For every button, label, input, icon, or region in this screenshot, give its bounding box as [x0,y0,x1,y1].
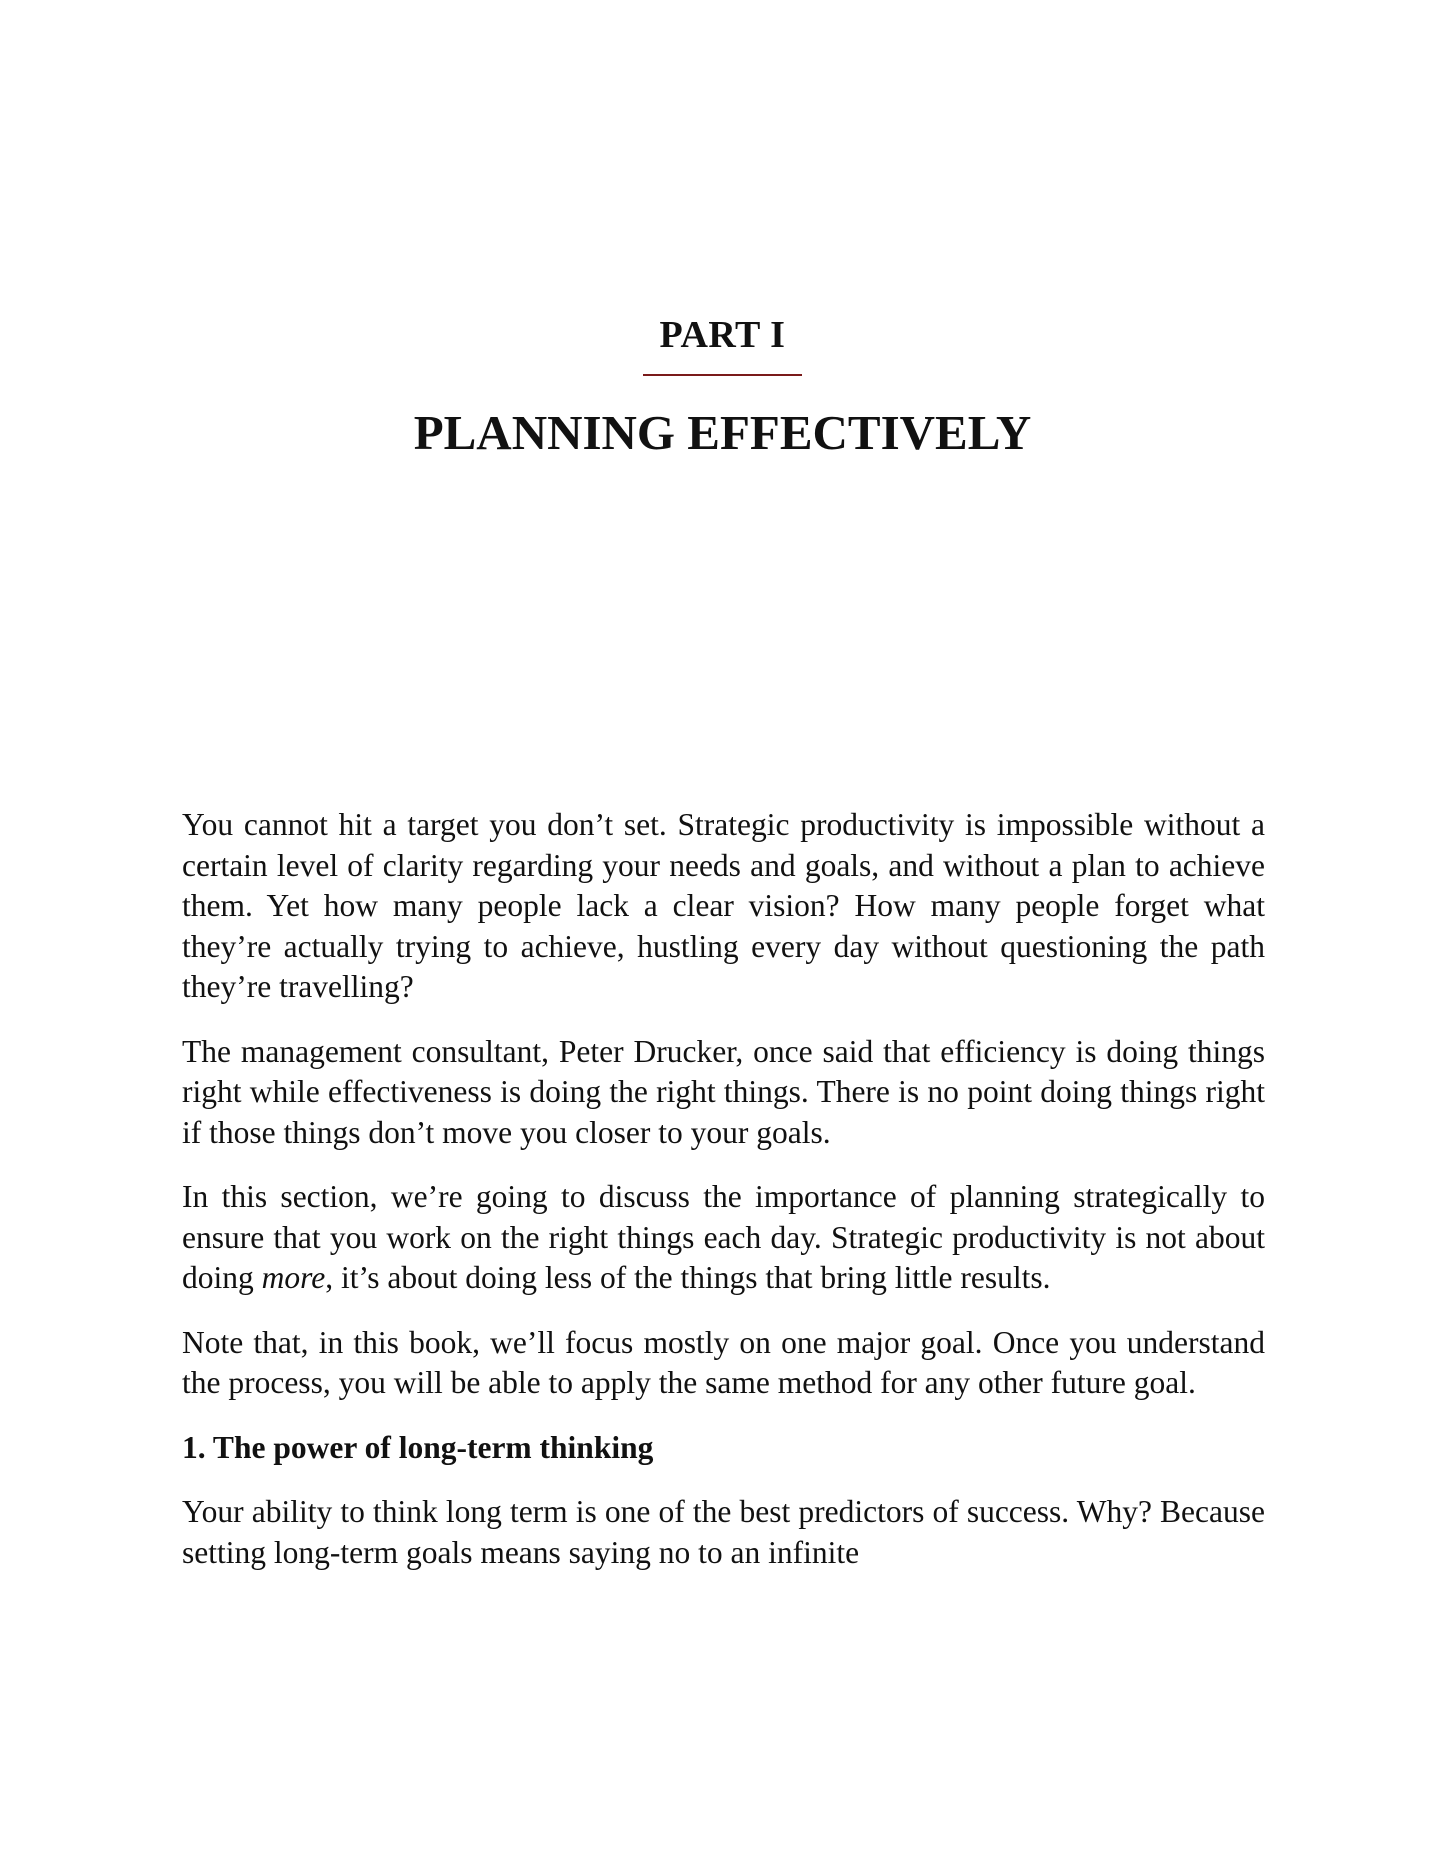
paragraph-intro: You cannot hit a target you don’t set. Strategic productivity is impossible without a certain level of clarity regarding your needs and goals, and without a plan to achieve them. Yet how many people lack a clear vision? How many people forget what they’re actually trying to achieve, hustling every day without questioning the path they’re travelling? [182,807,1265,1004]
part-title: PLANNING EFFECTIVELY [413,405,1032,460]
part-divider [643,374,802,376]
paragraph-note: Note that, in this book, we’ll focus mostly on one major goal. Once you understand the process, you will be able to apply the same method for any other future goal. [182,1324,1265,1400]
paragraph-text-before: In this section, we’re going to discuss the importance of planning strategically to ensure that you work on the right things each day. Strategic productivity is not about doing [182,1179,1265,1295]
paragraph-text-after: , it’s about doing less of the things that bring little results. [325,1260,1051,1295]
body-text [182,805,1265,1597]
paragraph-drucker: The management consultant, Peter Drucker, once said that efficiency is doing things right while effectiveness is doing the right things. There is no point doing things right if those things don’t move you closer to your goals. [182,1033,1265,1150]
paragraph-long-term: Your ability to think long term is one of the best predictors of success. Why? Because setting long-term goals means saying no to an infinite [182,1494,1265,1570]
emphasis-more: more [261,1260,326,1295]
part-label: PART I [659,314,786,356]
section-heading: 1. The power of long-term thinking [182,1429,654,1465]
paragraph-section-overview [182,1177,1265,1299]
